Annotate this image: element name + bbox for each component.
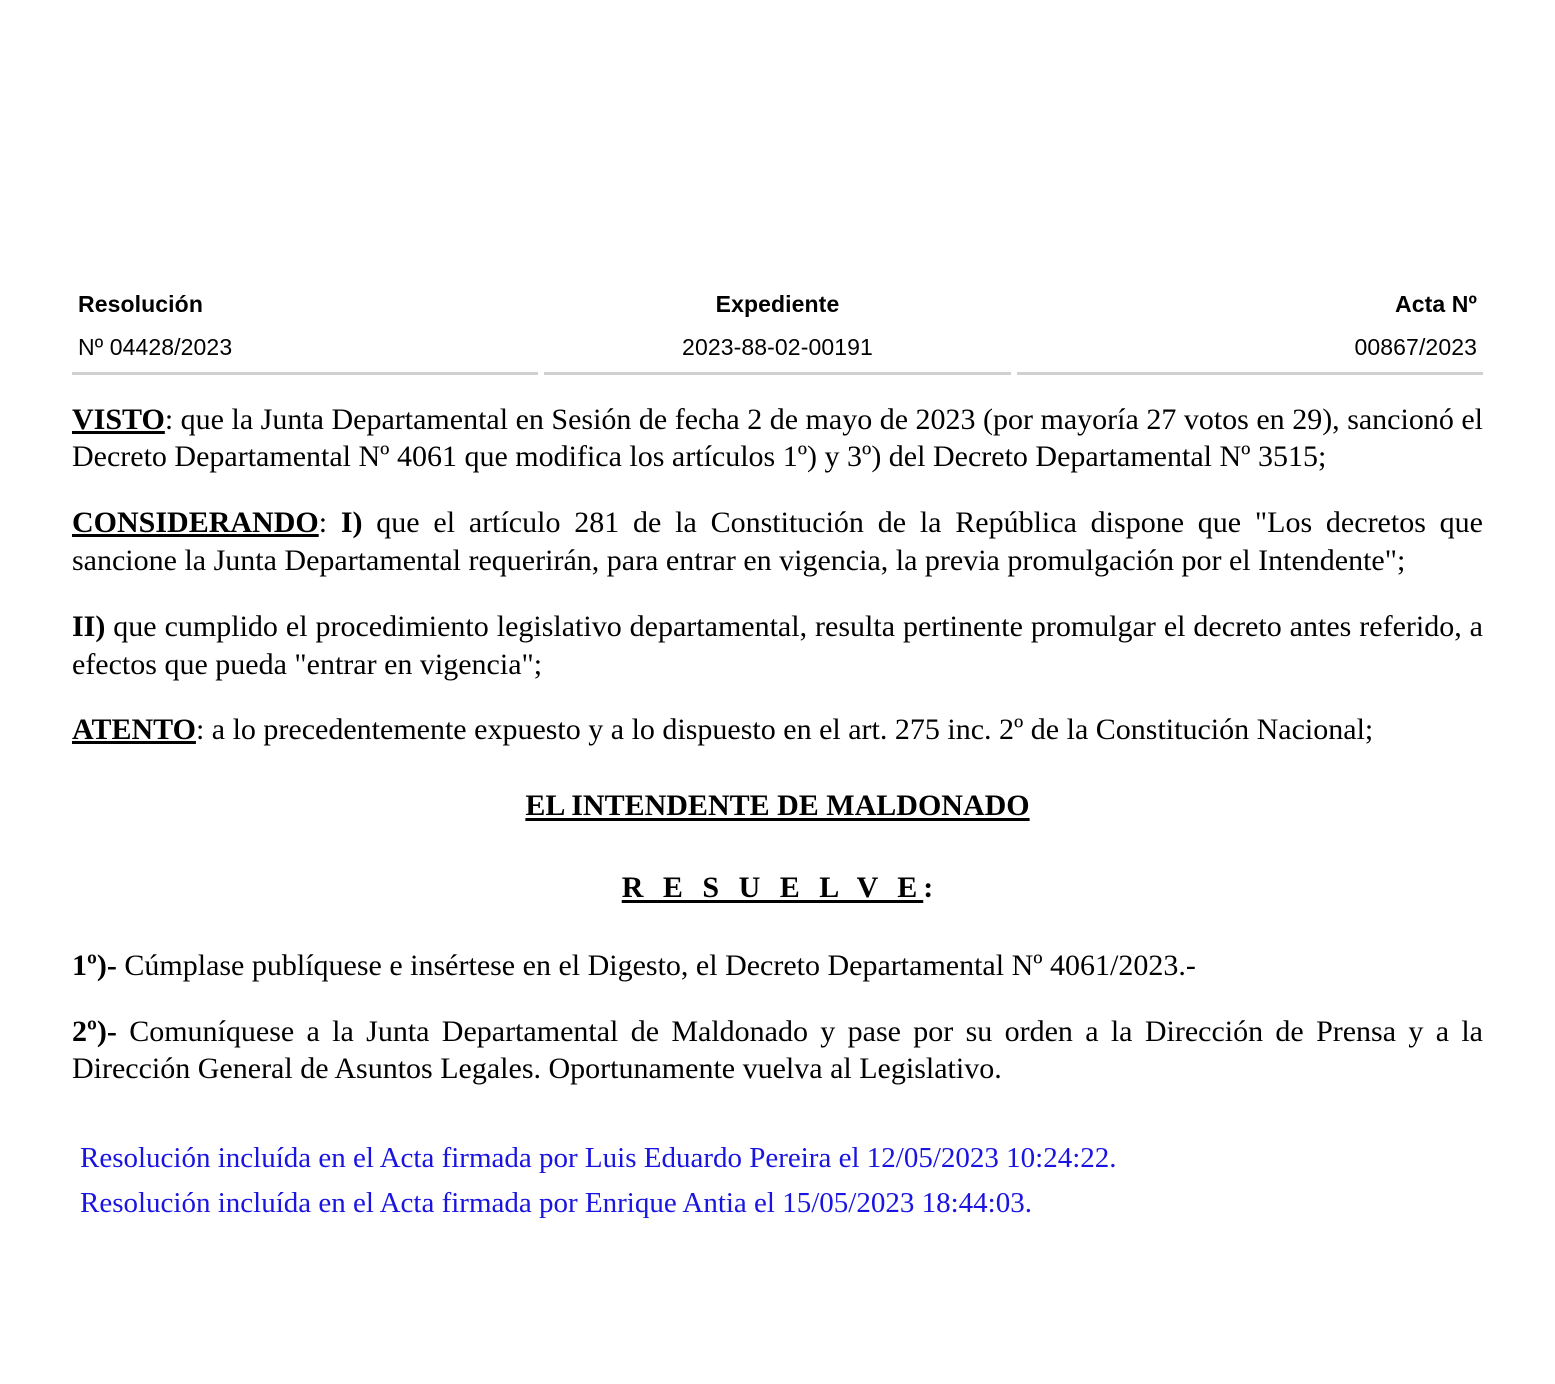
- paragraph-atento: [72, 711, 1483, 749]
- resolves-word: R E S U E L V E: [621, 871, 924, 905]
- signature-block: [72, 1136, 1483, 1226]
- header-label-acta: Acta Nº: [1395, 291, 1477, 317]
- header-label-row: [72, 288, 1483, 331]
- considerando-colon: :: [318, 506, 341, 540]
- keyword-visto: VISTO: [72, 402, 165, 436]
- numeral-ii: II): [72, 609, 106, 643]
- paragraph-atento-text: : a lo precedentemente expuesto y a lo dispuesto en el art. 275 inc. 2º de la Constitución Nacional;: [195, 713, 1374, 747]
- header-label-resolucion: Resolución: [78, 291, 203, 317]
- resolution-item-2-numeral: 2º)-: [72, 1014, 117, 1048]
- authority-title: [72, 787, 1483, 825]
- signature-line-1: Resolución incluída en el Acta firmada por Luis Eduardo Pereira el 12/05/2023 10:24:22.: [80, 1142, 1117, 1175]
- header-label-expediente: Expediente: [715, 291, 840, 317]
- resolves-colon: :: [923, 871, 934, 905]
- paragraph-considerando-ii-text: que cumplido el procedimiento legislativo departamental, resulta pertinente promulgar el decreto antes referido, a efectos que pueda "entrar en vigencia";: [72, 609, 1483, 681]
- resolution-item-1: [72, 947, 1483, 985]
- header-divider-segment-right: [1017, 372, 1483, 375]
- resolution-item-1-text: Cúmplase publíquese e insértese en el Digesto, el Decreto Departamental Nº 4061/2023.-: [116, 948, 1196, 982]
- keyword-atento: ATENTO: [72, 713, 196, 747]
- paragraph-considerando-ii: [72, 608, 1483, 684]
- paragraph-considerando: [72, 504, 1483, 580]
- paragraph-visto: [72, 401, 1483, 477]
- authority-title-text: EL INTENDENTE DE MALDONADO: [525, 789, 1030, 823]
- header-divider: [72, 372, 1483, 375]
- header-value-resolucion: Nº 04428/2023: [78, 334, 233, 361]
- paragraph-considerando-text: que el artículo 281 de la Constitución de la República dispone que "Los decretos que sancione la Junta Departamental requerirán, para entrar en vigencia, la previa promulgación por el Intendente";: [72, 506, 1483, 578]
- header-divider-segment-left: [72, 372, 538, 375]
- header-value-row: [72, 331, 1483, 371]
- keyword-considerando: CONSIDERANDO: [72, 506, 319, 540]
- paragraph-visto-text: : que la Junta Departamental en Sesión de fecha 2 de mayo de 2023 (por mayoría 27 votos en 29), sancionó el Decreto Departamental Nº 4061 que modifica los artículos 1º) y 3º) del Decreto Departamental Nº 3515;: [72, 402, 1483, 474]
- document-body: [72, 375, 1483, 1226]
- header-divider-segment-center: [544, 372, 1010, 375]
- numeral-i: I): [340, 506, 363, 540]
- header-value-expediente: 2023-88-02-00191: [682, 334, 873, 361]
- page-top-margin: [72, 0, 1483, 288]
- resolution-item-2: [72, 1013, 1483, 1089]
- document-header: [72, 288, 1483, 372]
- resolution-item-2-text: Comuníquese a la Junta Departamental de Maldonado y pase por su orden a la Dirección de Prensa y a la Dirección General de Asuntos Legales. Oportunamente vuelva al Legislativo.: [72, 1014, 1483, 1086]
- header-value-acta: 00867/2023: [1354, 334, 1477, 361]
- resolution-item-1-numeral: 1º)-: [72, 948, 117, 982]
- resolves-heading: [72, 869, 1483, 907]
- signature-line-2: Resolución incluída en el Acta firmada por Enrique Antia el 15/05/2023 18:44:03.: [80, 1187, 1032, 1220]
